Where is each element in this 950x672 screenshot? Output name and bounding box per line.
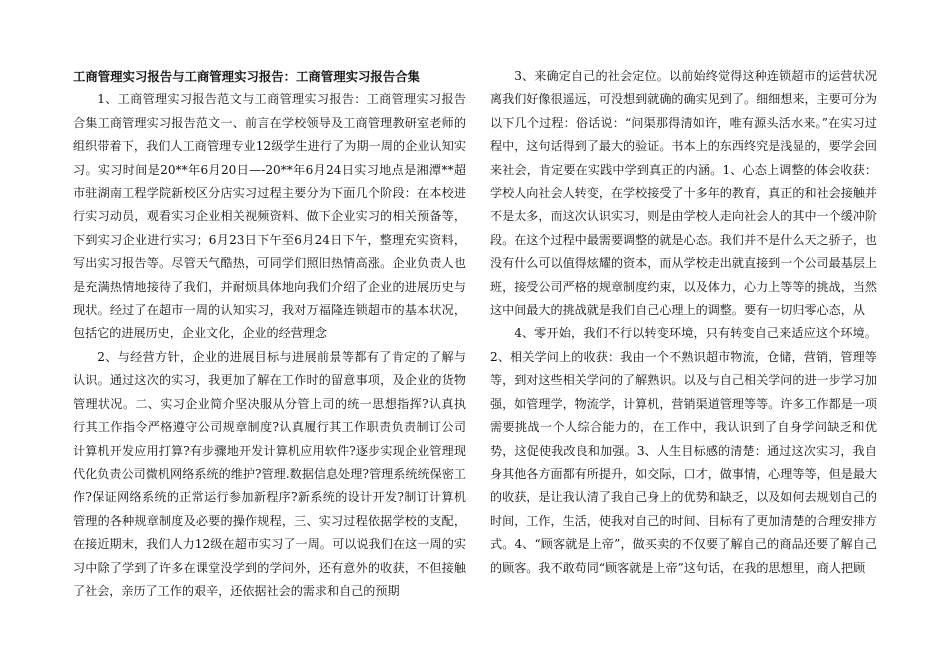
- paragraph-2: 2、与经营方针，企业的进展目标与进展前景等都有了肯定的了解与认识。通过这次的实习，我更加了解在工作时的留意事项，及企业的货物管理状况。二、实习企业简介坚决服从分管上司的统一思想指挥?认真执行其工作指令严格遵守公司规章制度?认真履行其工作职责负责制订公司计算机开发应用打算?有步骤地开发计算机应用软件?逐步实现企业管理现代化负责公司微机网络系统的维护?管理.数据信息处理?管理系统统保密工作?保证网络系统的正常运行参加新程序?新系统的设计开发?制订计算机管理的各种规章制度及必要的操作规程，三、实习过程依据学校的支配，在接近期末，我们人力12级在超市实习了一周。可以说我们在这一周的实习中除了学到了许多在课堂没学到的学问外，还有意外的收获，不但接触了社会，亲历了工作的艰辛，还依据社会的需求和自己的预期: [73, 349, 466, 598]
- paragraph-1: 1、工商管理实习报告范文与工商管理实习报告：工商管理实习报告合集工商管理实习报告范文一、前言在学校领导及工商管理教研室老师的组织带着下，我们人工商管理专业12级学生进行了为期一周的企业认知实习。实习时间是20**年6月20日—-20**年6月24日实习地点是湘潭**超市驻湖南工程学院新校区分店实习过程主要分为下面几个阶段：在本校进行实习动员，观看实习企业相关视频资料、做下企业实习的相关预备等，下到实习企业进行实习；6月23日下午至6月24日下午，整理充实资料，写出实习报告等。尽管天气酷热，可同学们照旧热情高涨。企业负责人也是充满热情地接待了我们，并耐烦具体地向我们介绍了企业的进展历史与现状。经过了在超市一周的认知实习，我对万福隆连锁超市的基本状况，包括它的进展历史，企业文化，企业的经营理念: [73, 92, 466, 341]
- left-column: [73, 65, 466, 603]
- document-title: 工商管理实习报告与工商管理实习报告：工商管理实习报告合集: [73, 69, 420, 84]
- paragraph-4: 4、零开始，我们不行以转变环境，只有转变自己来适应这个环境。2、相关学问上的收获：我由一个不熟识超市物流，仓储，营销，管理等等，到对这些相关学问的了解熟识。以及与自己相关学问的进一步学习加强，如管理学，物流学，计算机，营销渠道管理等等。许多工作都是一项需要挑战一个人综合能力的，在工作中，我认识到了自身学问缺乏和优势，这促使我改良和加强。3、人生目标感的清楚：通过这次实习，我自身其他各方面都有所提升，如交际，口才，做事情，心理等等，但是最大的收获，是让我认清了我自己身上的优势和缺乏，以及如何去规划自己的时间，工作，生活，使我对自己的时间、目标有了更加清楚的合理安排方式。4、“顾客就是上帝”，做买卖的不仅要了解自己的商品还要了解自己的顾客。我不敢苟同“顾客就是上帝”这句话，在我的思想里，商人把顾: [490, 326, 878, 575]
- paragraph-3: 3、来确定自己的社会定位。以前始终觉得这种连锁超市的运营状况离我们好像很遥远，可没想到就确的确实见到了。细细想来，主要可分为以下几个过程：俗话说：“问渠那得清如许，唯有源头活水来。”在实习过程中，这句话得到了最大的验证。书本上的东西终究是浅显的，要学会回来社会，肯定要在实践中学到真正的内涵。1、心态上调整的体会收获：学校人向社会人转变，在学校接受了十多年的教育，真正的和社会接触并不是太多，而这次认识实习，则是由学校人走向社会人的其中一个缓冲阶段。在这个过程中最需要调整的就是心态。我们并不是什么天之骄子，也没有什么可以值得炫耀的资本，而从学校走出就直接到一个公司最基层上班，接受公司严格的规章制度约束，以及体力，心力上等等的挑战，当然这中间最大的挑战就是我们自己心理上的调整。要有一切归零心态，从: [490, 69, 878, 318]
- right-column: [490, 65, 877, 580]
